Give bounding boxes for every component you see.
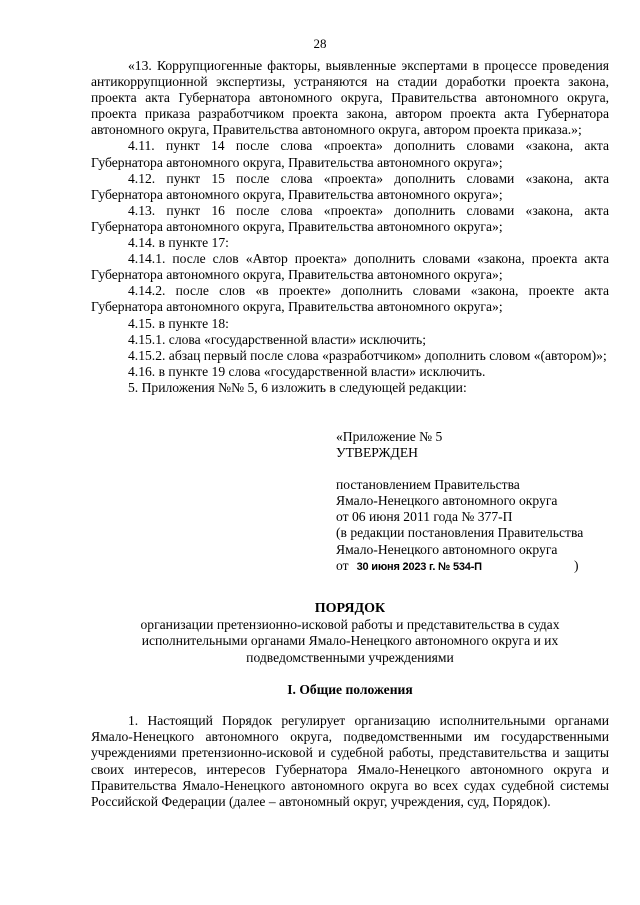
section-paragraph: 1. Настоящий Порядок регулирует организацию исполнительными органами Ямало-Ненецкого автономного округа, подведомственными им государственными учреждениями претензионно-исковой и судебной работы, представительства и защиты своих интересов, интересов Губернатора Ямало-Ненецкого автономного округа и Правительства Ямало-Ненецкого автономного округа во всех судах судебной системы Российской Федерации (далее – автономный округ, учреждения, суд, Порядок). [91, 713, 609, 810]
amendment-paragraph: 4.16. в пункте 19 слова «государственной власти» исключить. [128, 363, 486, 379]
approval-line: Ямало-Ненецкого автономного округа [336, 493, 558, 509]
date-prefix: от [336, 557, 349, 573]
date-stamp: 30 июня 2023 г. № 534-П [356, 560, 482, 573]
approval-line: (в редакции постановления Правительства [336, 525, 584, 541]
document-subtitle: организации претензионно-исковой работы и представительства в судах исполнительными органами Ямало-Ненецкого автономного округа и их подведомственными учреждениями [140, 617, 560, 665]
amendment-paragraph: 4.13. пункт 16 после слова «проекта» дополнить словами «закона, акта Губернатора автономного округа, Правительства автономного округа»; [91, 202, 609, 234]
approval-line: от 06 июня 2011 года № 377-П [336, 509, 513, 525]
appendix-label: «Приложение № 5 [336, 429, 443, 444]
closing-paren: ) [574, 557, 579, 573]
amendment-paragraph: 4.12. пункт 15 после слова «проекта» дополнить словами «закона, акта Губернатора автономного округа, Правительства автономного округа»; [91, 170, 609, 202]
approval-block [336, 429, 621, 575]
approval-line: постановлением Правительства [336, 477, 520, 493]
amendment-paragraph: 5. Приложения №№ 5, 6 изложить в следующей редакции: [128, 379, 467, 395]
document-title: ПОРЯДОК [314, 601, 386, 616]
amendment-paragraph: 4.15.2. абзац первый после слова «разработчиком» дополнить словом «(автором)»; [128, 347, 607, 363]
section-heading: I. Общие положения [287, 682, 413, 697]
amendment-paragraph: 4.11. пункт 14 после слова «проекта» дополнить словами «закона, акта Губернатора автономного округа, Правительства автономного округа»; [91, 138, 609, 170]
approval-line: Ямало-Ненецкого автономного округа [336, 541, 558, 557]
amendment-paragraph: «13. Коррупциогенные факторы, выявленные экспертами в процессе проведения антикоррупционной экспертизы, устраняются на стадии доработки проекта закона, проекта акта Губернатора автономного округа, Правительства автономного округа, проекта приказа разработчиком проекта закона, автором проекта акта Губернатора автономного округа, Правительства автономного округа, автором проекта приказа.»; [91, 58, 609, 138]
section-text [91, 713, 609, 810]
page-number: 28 [313, 36, 327, 51]
approval-date-line [336, 558, 621, 575]
amendment-paragraph: 4.14. в пункте 17: [128, 235, 229, 251]
approved-label: УТВЕРЖДЕН [336, 445, 418, 461]
spacer [336, 461, 621, 477]
amendment-paragraph: 4.15.1. слова «государственной власти» исключить; [128, 331, 427, 347]
amendment-paragraph: 4.14.2. после слов «в проекте» дополнить словами «закона, проекте акта Губернатора автономного округа, Правительства автономного округа»; [91, 283, 609, 315]
amendments-text [91, 58, 609, 396]
amendment-paragraph: 4.14.1. после слов «Автор проекта» дополнить словами «закона, проекта акта Губернатора автономного округа, Правительства автономного округа»; [91, 251, 609, 283]
amendment-paragraph: 4.15. в пункте 18: [128, 315, 229, 331]
